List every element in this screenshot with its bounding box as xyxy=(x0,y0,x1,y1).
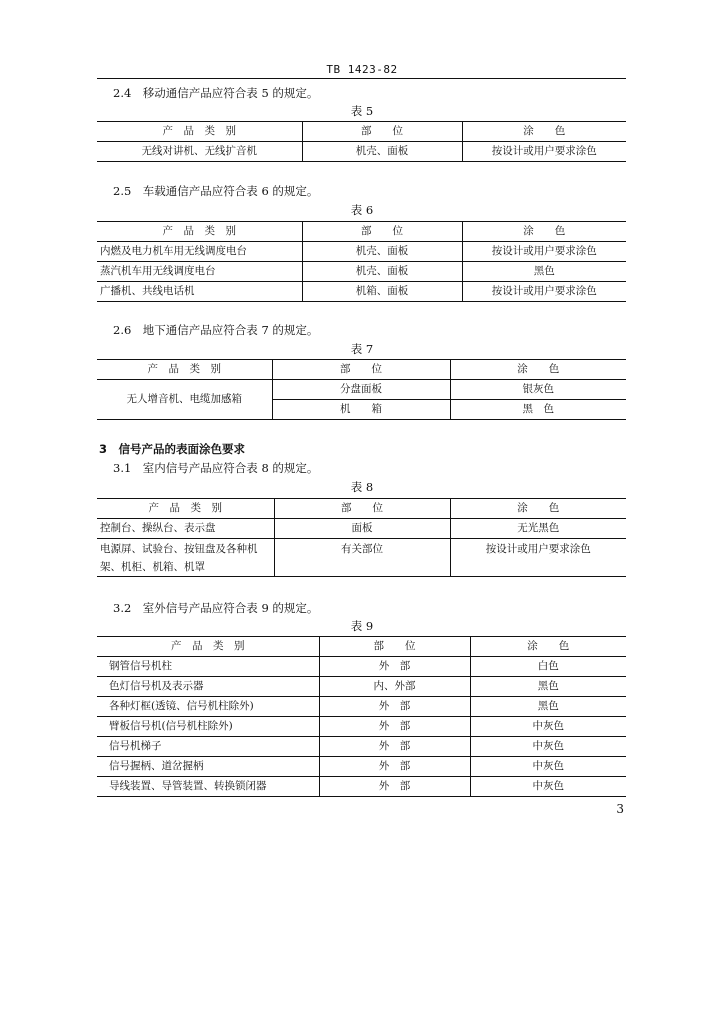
cell-category: 导线装置、导管装置、转换锁闭器 xyxy=(97,777,319,797)
table-8-header-category: 产 品 类 别 xyxy=(97,499,274,519)
cell-part: 外 部 xyxy=(319,657,470,677)
cell-category: 无人增音机、电缆加感箱 xyxy=(97,380,272,420)
table-row xyxy=(97,717,626,737)
table-7 xyxy=(97,359,626,420)
table-7-header-category: 产 品 类 别 xyxy=(97,360,272,380)
cell-category: 钢管信号机柱 xyxy=(97,657,319,677)
section-3-1: 3.1 室内信号产品应符合表 8 的规定。 xyxy=(113,461,319,475)
document-number: TB 1423-82 xyxy=(326,63,398,76)
table-row xyxy=(97,697,626,717)
table-8-caption: 表 8 xyxy=(350,480,374,494)
table-row xyxy=(97,282,626,302)
cell-part: 外 部 xyxy=(319,757,470,777)
table-9 xyxy=(97,636,626,797)
cell-color: 按设计或用户要求涂色 xyxy=(462,242,626,262)
table-5-header-color: 涂 色 xyxy=(462,122,626,142)
table-8 xyxy=(97,498,626,577)
cell-part: 外 部 xyxy=(319,777,470,797)
table-7-header-color: 涂 色 xyxy=(450,360,626,380)
section-2-6: 2.6 地下通信产品应符合表 7 的规定。 xyxy=(113,323,319,337)
table-9-header-color: 涂 色 xyxy=(470,637,626,657)
table-row xyxy=(97,677,626,697)
cell-part: 面板 xyxy=(274,519,450,539)
cell-category: 无线对讲机、无线扩音机 xyxy=(97,142,302,162)
table-6-header-color: 涂 色 xyxy=(462,222,626,242)
cell-color: 银灰色 xyxy=(450,380,626,400)
page-number: 3 xyxy=(616,802,624,816)
table-8-header-color: 涂 色 xyxy=(450,499,626,519)
section-3-2: 3.2 室外信号产品应符合表 9 的规定。 xyxy=(113,601,319,615)
table-5-header-part: 部 位 xyxy=(302,122,462,142)
cell-category: 控制台、操纵台、表示盘 xyxy=(97,519,274,539)
table-row xyxy=(97,757,626,777)
table-9-header-category: 产 品 类 别 xyxy=(97,637,319,657)
cell-color: 中灰色 xyxy=(470,737,626,757)
table-9-header-part: 部 位 xyxy=(319,637,470,657)
section-2-5: 2.5 车载通信产品应符合表 6 的规定。 xyxy=(113,184,319,198)
cell-color: 按设计或用户要求涂色 xyxy=(462,282,626,302)
cell-color: 按设计或用户要求涂色 xyxy=(450,539,626,577)
cell-color: 黑色 xyxy=(470,697,626,717)
cell-part: 机箱、面板 xyxy=(302,282,462,302)
cell-color: 白色 xyxy=(470,657,626,677)
cell-category: 各种灯框(透镜、信号机柱除外) xyxy=(97,697,319,717)
table-5-header-category: 产 品 类 别 xyxy=(97,122,302,142)
table-row xyxy=(97,262,626,282)
cell-part: 机壳、面板 xyxy=(302,142,462,162)
table-row xyxy=(97,242,626,262)
table-row xyxy=(97,142,626,162)
cell-part: 机壳、面板 xyxy=(302,262,462,282)
cell-color: 黑色 xyxy=(462,262,626,282)
table-7-caption: 表 7 xyxy=(350,342,374,356)
cell-part: 外 部 xyxy=(319,717,470,737)
table-row xyxy=(97,380,626,400)
cell-category: 色灯信号机及表示器 xyxy=(97,677,319,697)
section-2-4: 2.4 移动通信产品应符合表 5 的规定。 xyxy=(113,86,319,100)
cell-category: 蒸汽机车用无线调度电台 xyxy=(97,262,302,282)
table-6-header-part: 部 位 xyxy=(302,222,462,242)
cell-color: 黑 色 xyxy=(450,400,626,420)
cell-part: 机壳、面板 xyxy=(302,242,462,262)
cell-color: 无光黑色 xyxy=(450,519,626,539)
cell-part: 内、外部 xyxy=(319,677,470,697)
cell-category: 广播机、共线电话机 xyxy=(97,282,302,302)
cell-category: 信号握柄、道岔握柄 xyxy=(97,757,319,777)
section-3-heading: 3 信号产品的表面涂色要求 xyxy=(99,442,246,456)
cell-color: 中灰色 xyxy=(470,777,626,797)
cell-color: 中灰色 xyxy=(470,757,626,777)
cell-part: 分盘面板 xyxy=(272,380,450,400)
cell-part: 机 箱 xyxy=(272,400,450,420)
cell-category: 电源屏、试验台、按钮盘及各种机架、机柜、机箱、机罩 xyxy=(97,539,274,577)
table-row xyxy=(97,539,626,577)
table-5 xyxy=(97,121,626,162)
cell-color: 按设计或用户要求涂色 xyxy=(462,142,626,162)
table-7-header-part: 部 位 xyxy=(272,360,450,380)
cell-part: 外 部 xyxy=(319,697,470,717)
table-row xyxy=(97,519,626,539)
table-8-header-part: 部 位 xyxy=(274,499,450,519)
cell-category: 信号机梯子 xyxy=(97,737,319,757)
table-6-caption: 表 6 xyxy=(350,203,374,217)
table-5-caption: 表 5 xyxy=(350,104,374,118)
table-6 xyxy=(97,221,626,302)
cell-part: 有关部位 xyxy=(274,539,450,577)
table-row xyxy=(97,657,626,677)
table-row xyxy=(97,737,626,757)
table-row xyxy=(97,777,626,797)
cell-color: 中灰色 xyxy=(470,717,626,737)
cell-color: 黑色 xyxy=(470,677,626,697)
cell-category: 臂板信号机(信号机柱除外) xyxy=(97,717,319,737)
cell-category: 内燃及电力机车用无线调度电台 xyxy=(97,242,302,262)
table-9-caption: 表 9 xyxy=(350,619,374,633)
header-rule xyxy=(97,78,626,79)
cell-part: 外 部 xyxy=(319,737,470,757)
table-6-header-category: 产 品 类 别 xyxy=(97,222,302,242)
